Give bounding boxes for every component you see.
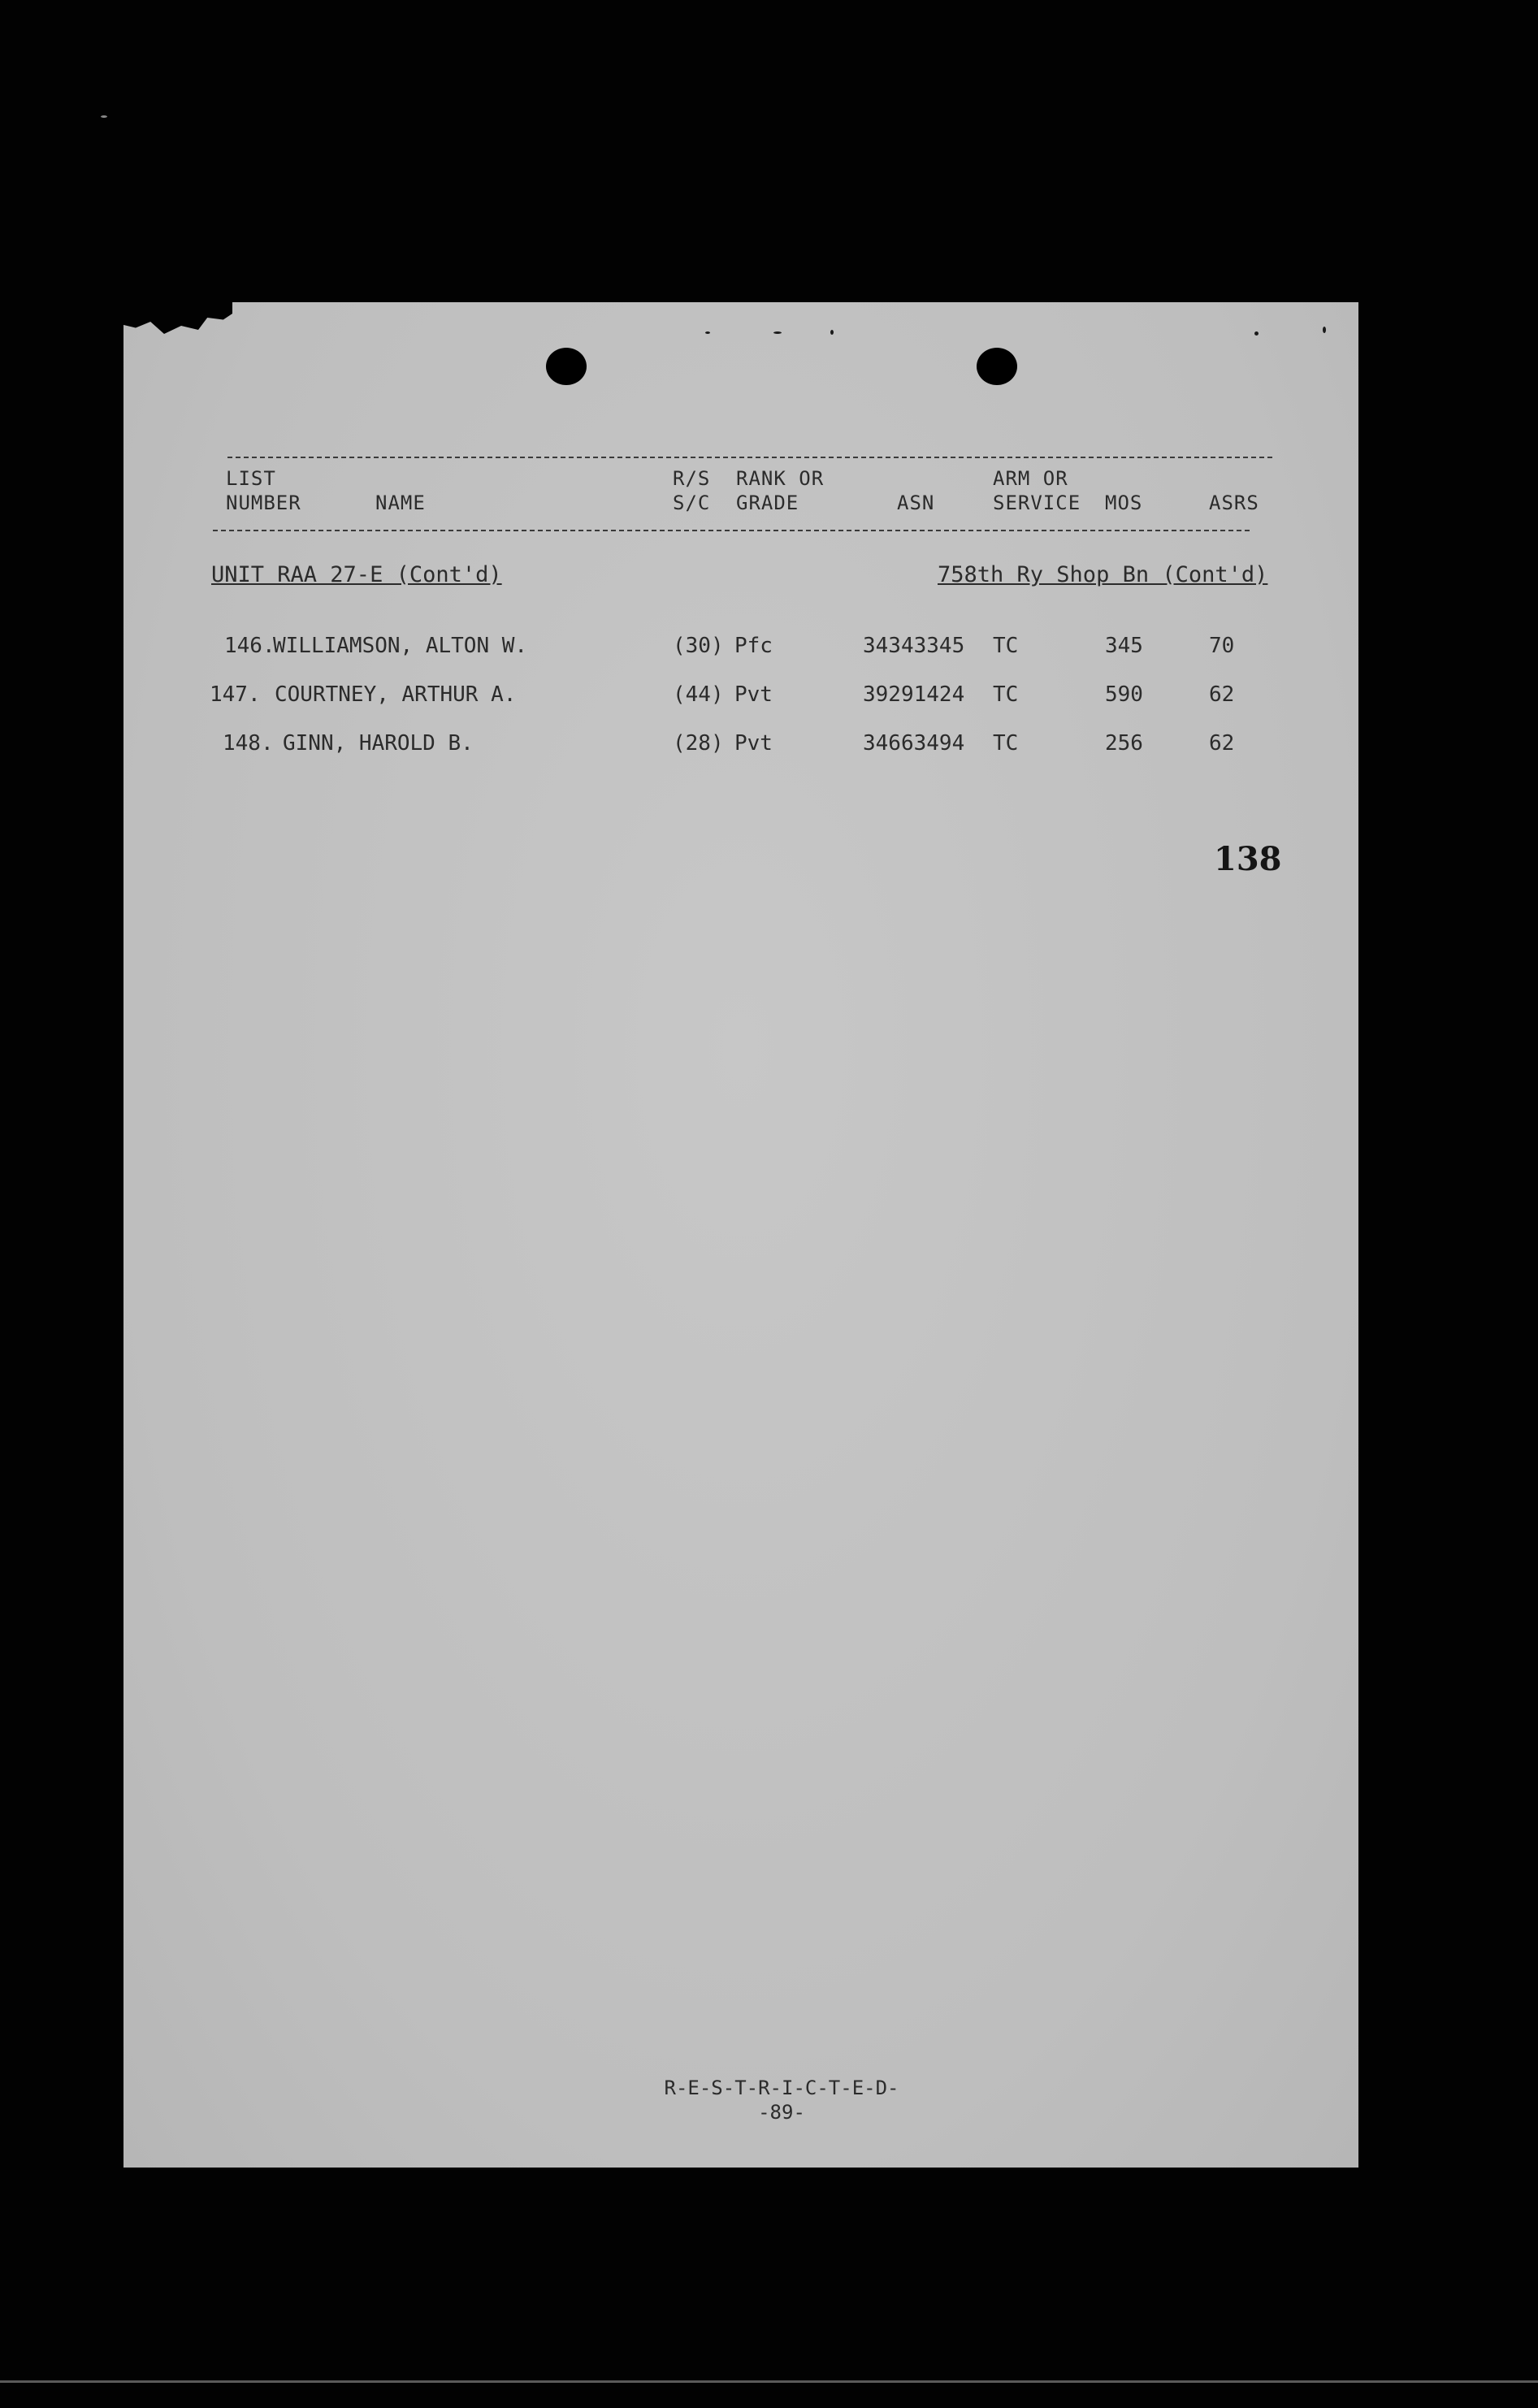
row-asrs: 62 xyxy=(1209,682,1235,707)
row-rs-sc: (30) xyxy=(673,634,724,658)
speck xyxy=(1323,327,1326,333)
col-header-asn: ASN xyxy=(897,492,935,514)
stamped-page-number: 138 xyxy=(1214,840,1282,878)
row-list-number: 147. xyxy=(210,682,261,707)
row-rank: Pvt xyxy=(734,682,773,707)
punch-hole-right xyxy=(977,348,1017,385)
torn-corner xyxy=(119,297,232,338)
row-rank: Pvt xyxy=(734,731,773,756)
col-header-mos: MOS xyxy=(1105,492,1143,514)
punch-hole-left xyxy=(546,348,587,385)
row-asn: 34663494 xyxy=(863,731,965,756)
row-asrs: 62 xyxy=(1209,731,1235,756)
col-header-rs-sc: R/S S/C xyxy=(673,467,711,514)
col-header-asrs: ASRS xyxy=(1209,492,1259,514)
col-header-arm-or-service: ARM OR SERVICE xyxy=(993,467,1081,514)
row-rs-sc: (28) xyxy=(673,731,724,756)
header-bottom-rule xyxy=(213,530,1250,531)
table-row xyxy=(123,731,1358,764)
row-rs-sc: (44) xyxy=(673,682,724,707)
speck xyxy=(705,331,710,334)
row-asrs: 70 xyxy=(1209,634,1235,658)
table-row xyxy=(123,634,1358,666)
speck xyxy=(830,330,834,335)
row-mos: 590 xyxy=(1105,682,1143,707)
col-header-list-number: LIST NUMBER xyxy=(226,467,301,514)
row-asn: 34343345 xyxy=(863,634,965,658)
table-row xyxy=(123,682,1358,715)
row-name: WILLIAMSON, ALTON W. xyxy=(273,634,528,658)
row-arm: TC xyxy=(993,634,1019,658)
row-rank: Pfc xyxy=(734,634,773,658)
unit-designation: UNIT RAA 27-E (Cont'd) xyxy=(211,562,502,587)
document-page xyxy=(123,302,1358,2168)
row-name: GINN, HAROLD B. xyxy=(283,731,474,756)
row-arm: TC xyxy=(993,731,1019,756)
row-mos: 345 xyxy=(1105,634,1143,658)
row-name: COURTNEY, ARTHUR A. xyxy=(275,682,517,707)
footer-page-number: -89- xyxy=(758,2101,805,2124)
speck xyxy=(101,115,107,118)
speck xyxy=(1254,331,1259,336)
restricted-marking: R-E-S-T-R-I-C-T-E-D- xyxy=(664,2077,899,2099)
row-list-number: 146. xyxy=(224,634,275,658)
col-header-name: NAME xyxy=(375,492,426,514)
scanner-edge-line xyxy=(0,2380,1538,2383)
row-list-number: 148. xyxy=(223,731,274,756)
row-arm: TC xyxy=(993,682,1019,707)
row-mos: 256 xyxy=(1105,731,1143,756)
col-header-rank-or-grade: RANK OR GRADE xyxy=(736,467,825,514)
header-top-rule xyxy=(227,457,1272,458)
speck xyxy=(773,331,782,334)
unit-name: 758th Ry Shop Bn (Cont'd) xyxy=(938,562,1268,587)
row-asn: 39291424 xyxy=(863,682,965,707)
